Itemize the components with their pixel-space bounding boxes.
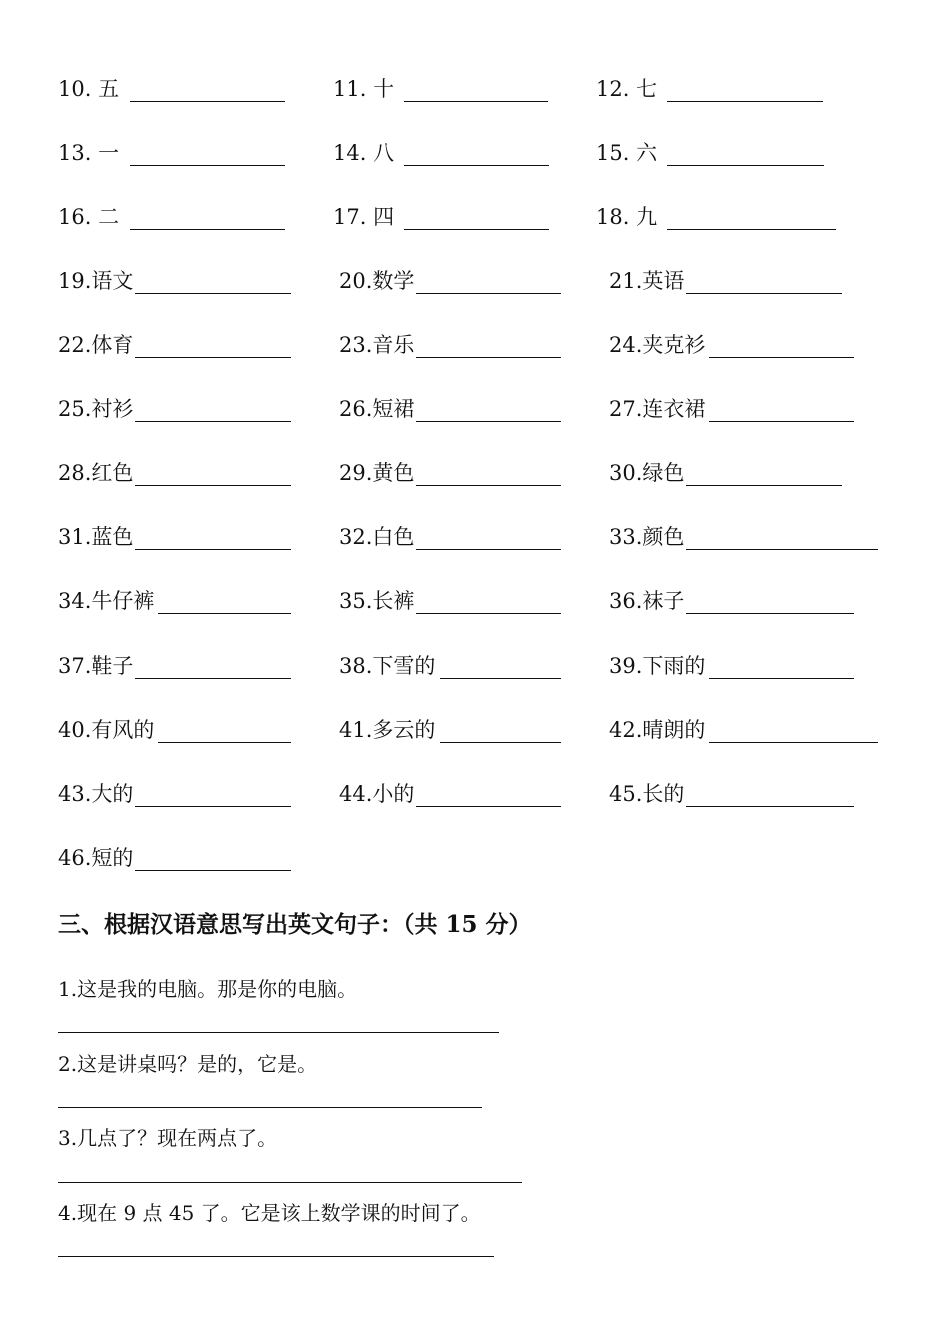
vocab-row	[0, 651, 950, 685]
vocab-row	[0, 522, 950, 556]
vocab-row	[0, 779, 950, 813]
answer-blank[interactable]	[135, 870, 291, 871]
answer-blank[interactable]	[416, 357, 561, 358]
vocab-label: 15. 六	[596, 141, 658, 165]
vocab-label: 38.下雪的	[339, 654, 436, 678]
answer-blank[interactable]	[158, 613, 291, 614]
vocab-row	[0, 458, 950, 492]
answer-blank[interactable]	[440, 742, 561, 743]
answer-blank[interactable]	[416, 421, 561, 422]
vocab-label: 23.音乐	[339, 333, 415, 357]
vocab-label: 11. 十	[333, 77, 395, 101]
answer-blank[interactable]	[709, 678, 854, 679]
answer-blank[interactable]	[667, 229, 836, 230]
vocab-label: 13. 一	[58, 141, 120, 165]
vocab-label: 34.牛仔裤	[58, 589, 155, 613]
sentence-prompt: 2.这是讲桌吗？是的，它是。	[58, 1052, 318, 1076]
answer-blank[interactable]	[404, 165, 549, 166]
answer-blank[interactable]	[135, 421, 291, 422]
sentence-answer-line[interactable]	[58, 1182, 522, 1183]
sentence-prompt: 1.这是我的电脑。那是你的电脑。	[58, 977, 358, 1001]
vocab-label: 16. 二	[58, 205, 120, 229]
answer-blank[interactable]	[686, 613, 854, 614]
vocab-label: 26.短裙	[339, 397, 415, 421]
vocab-row	[0, 715, 950, 749]
answer-blank[interactable]	[416, 613, 561, 614]
answer-blank[interactable]	[130, 101, 285, 102]
answer-blank[interactable]	[686, 293, 842, 294]
answer-blank[interactable]	[416, 549, 561, 550]
vocab-label: 36.袜子	[609, 589, 685, 613]
vocab-label: 46.短的	[58, 846, 134, 870]
answer-blank[interactable]	[158, 742, 291, 743]
answer-blank[interactable]	[440, 678, 561, 679]
sentence-answer-line[interactable]	[58, 1107, 482, 1108]
answer-blank[interactable]	[416, 485, 561, 486]
answer-blank[interactable]	[709, 421, 854, 422]
vocab-label: 17. 四	[333, 205, 395, 229]
answer-blank[interactable]	[135, 806, 291, 807]
vocab-label: 35.长裤	[339, 589, 415, 613]
vocab-label: 27.连衣裙	[609, 397, 706, 421]
vocab-row	[0, 138, 950, 172]
section-title: 三、根据汉语意思写出英文句子：（共 15 分）	[58, 911, 532, 938]
sentence-answer-line[interactable]	[58, 1032, 499, 1033]
answer-blank[interactable]	[709, 742, 878, 743]
vocab-row	[0, 394, 950, 428]
vocab-label: 29.黄色	[339, 461, 415, 485]
answer-blank[interactable]	[130, 165, 285, 166]
answer-blank[interactable]	[404, 229, 549, 230]
vocab-row	[0, 843, 950, 877]
vocab-row	[0, 586, 950, 620]
vocab-label: 41.多云的	[339, 718, 436, 742]
vocab-label: 30.绿色	[609, 461, 685, 485]
vocab-label: 44.小的	[339, 782, 415, 806]
vocab-label: 14. 八	[333, 141, 395, 165]
answer-blank[interactable]	[686, 485, 842, 486]
vocab-label: 37.鞋子	[58, 654, 134, 678]
vocab-label: 40.有风的	[58, 718, 155, 742]
answer-blank[interactable]	[686, 549, 878, 550]
vocab-label: 19.语文	[58, 269, 134, 293]
vocab-row	[0, 74, 950, 108]
vocab-label: 31.蓝色	[58, 525, 134, 549]
answer-blank[interactable]	[416, 806, 561, 807]
vocab-label: 12. 七	[596, 77, 658, 101]
vocab-label: 32.白色	[339, 525, 415, 549]
vocab-label: 10. 五	[58, 77, 120, 101]
answer-blank[interactable]	[667, 165, 824, 166]
answer-blank[interactable]	[404, 101, 548, 102]
sentence-prompt: 4.现在 9 点 45 了。它是该上数学课的时间了。	[58, 1201, 481, 1225]
answer-blank[interactable]	[135, 357, 291, 358]
sentence-answer-line[interactable]	[58, 1256, 494, 1257]
answer-blank[interactable]	[667, 101, 823, 102]
vocab-label: 42.晴朗的	[609, 718, 706, 742]
answer-blank[interactable]	[135, 293, 291, 294]
vocab-label: 22.体育	[58, 333, 134, 357]
answer-blank[interactable]	[709, 357, 854, 358]
answer-blank[interactable]	[130, 229, 285, 230]
answer-blank[interactable]	[135, 485, 291, 486]
answer-blank[interactable]	[135, 678, 291, 679]
answer-blank[interactable]	[416, 293, 561, 294]
vocab-label: 39.下雨的	[609, 654, 706, 678]
vocab-label: 28.红色	[58, 461, 134, 485]
vocab-label: 21.英语	[609, 269, 685, 293]
vocab-row	[0, 330, 950, 364]
vocab-row	[0, 202, 950, 236]
vocab-label: 25.衬衫	[58, 397, 134, 421]
vocab-label: 24.夹克衫	[609, 333, 706, 357]
vocab-row	[0, 266, 950, 300]
vocab-label: 43.大的	[58, 782, 134, 806]
vocab-label: 33.颜色	[609, 525, 685, 549]
vocab-label: 45.长的	[609, 782, 685, 806]
vocab-label: 20.数学	[339, 269, 415, 293]
vocab-label: 18. 九	[596, 205, 658, 229]
answer-blank[interactable]	[135, 549, 291, 550]
sentence-prompt: 3.几点了？现在两点了。	[58, 1126, 278, 1150]
answer-blank[interactable]	[686, 806, 854, 807]
